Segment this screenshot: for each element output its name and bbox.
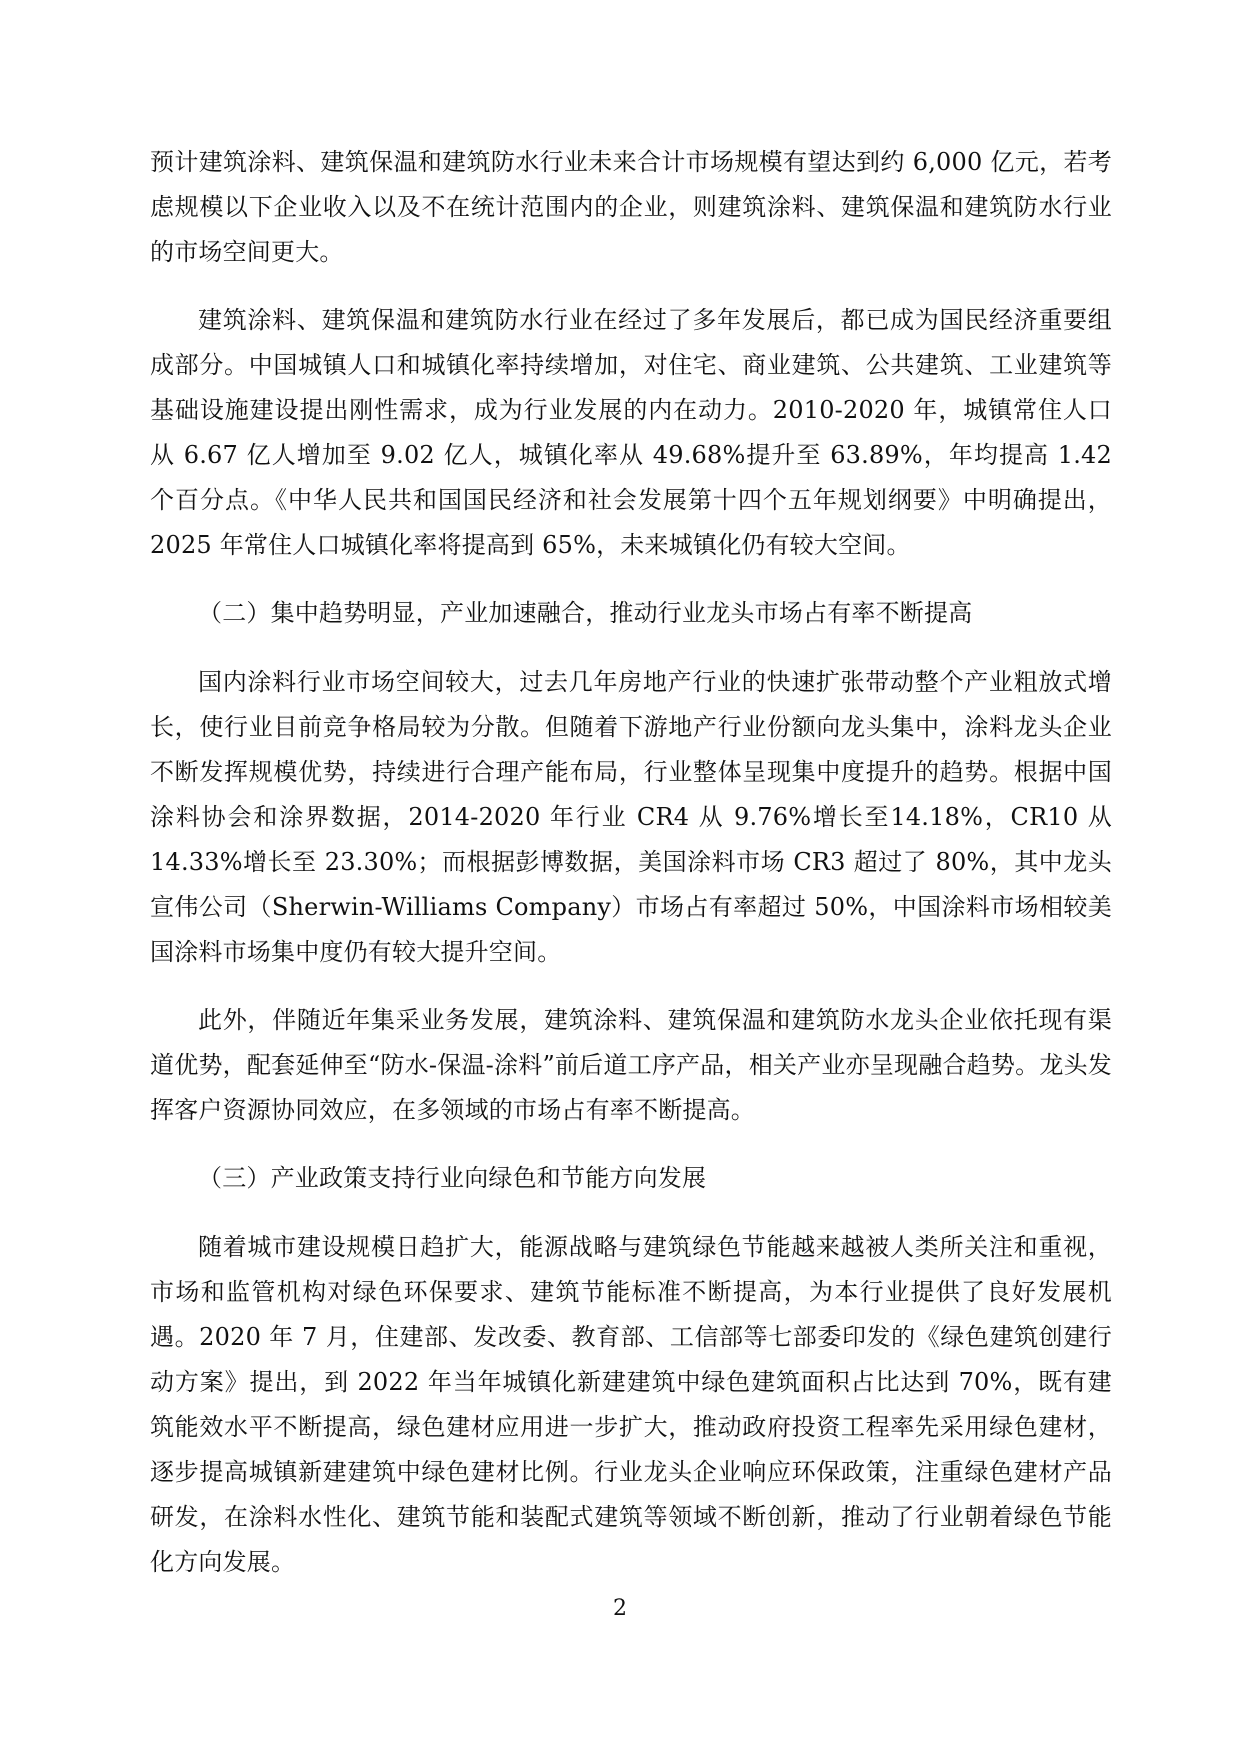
paragraph-green-policy: 随着城市建设规模日趋扩大，能源战略与建筑绿色节能越来越被人类所关注和重视，市场和监管机构对绿色环保要求、建筑节能标准不断提高，为本行业提供了良好发展机遇。2020 年 7 月，住建部、发改委、教育部、工信部等七部委印发的《绿色建筑创建行动方案》提出，到 2022 年当年城镇化新建建筑中绿色建筑面积占比达到 70%，既有建筑能效水平不断提高，绿色建材应用进一步扩大，推动政府投资工程率先采用绿色建材，逐步提高城镇新建建筑中绿色建材比例。行业龙头企业响应环保政策，注重绿色建材产品研发，在涂料水性化、建筑节能和装配式建筑等领域不断创新，推动了行业朝着绿色节能化方向发展。 bbox=[150, 1233, 1112, 1576]
paragraph-concentration: 国内涂料行业市场空间较大，过去几年房地产行业的快速扩张带动整个产业粗放式增长，使行业目前竞争格局较为分散。但随着下游地产行业份额向龙头集中，涂料龙头企业不断发挥规模优势，持续进行合理产能布局，行业整体呈现集中度提升的趋势。根据中国涂料协会和涂界数据，2014-2020 年行业 CR4 从 9.76%增长至14.18%，CR10 从 14.33%增长至 23.30%；而根据彭博数据，美国涂料市场 CR3 超过了 80%，其中龙头宣伟公司（Sherwin-Williams Company）市场占有率超过 50%，中国涂料市场相较美国涂料市场集中度仍有较大提升空间。 bbox=[150, 668, 1112, 966]
section-heading-concentration: （二）集中趋势明显，产业加速融合，推动行业龙头市场占有率不断提高 bbox=[198, 599, 973, 627]
document-body bbox=[150, 140, 1112, 1585]
paragraph-integration: 此外，伴随近年集采业务发展，建筑涂料、建筑保温和建筑防水龙头企业依托现有渠道优势，配套延伸至“防水-保温-涂料”前后道工序产品，相关产业亦呈现融合趋势。龙头发挥客户资源协同效应，在多领域的市场占有率不断提高。 bbox=[150, 1006, 1112, 1124]
paragraph-urbanization: 建筑涂料、建筑保温和建筑防水行业在经过了多年发展后，都已成为国民经济重要组成部分。中国城镇人口和城镇化率持续增加，对住宅、商业建筑、公共建筑、工业建筑等基础设施建设提出刚性需求，成为行业发展的内在动力。2010-2020 年，城镇常住人口从 6.67 亿人增加至 9.02 亿人，城镇化率从 49.68%提升至 63.89%，年均提高 1.42 个百分点。《中华人民共和国国民经济和社会发展第十四个五年规划纲要》中明确提出，2025 年常住人口城镇化率将提高到 65%，未来城镇化仍有较大空间。 bbox=[150, 306, 1112, 559]
section-heading-green-policy: （三）产业政策支持行业向绿色和节能方向发展 bbox=[198, 1164, 707, 1192]
paragraph-market-size: 预计建筑涂料、建筑保温和建筑防水行业未来合计市场规模有望达到约 6,000 亿元，若考虑规模以下企业收入以及不在统计范围内的企业，则建筑涂料、建筑保温和建筑防水行业的市场空间更大。 bbox=[150, 148, 1112, 266]
page-number: 2 bbox=[613, 1596, 627, 1621]
